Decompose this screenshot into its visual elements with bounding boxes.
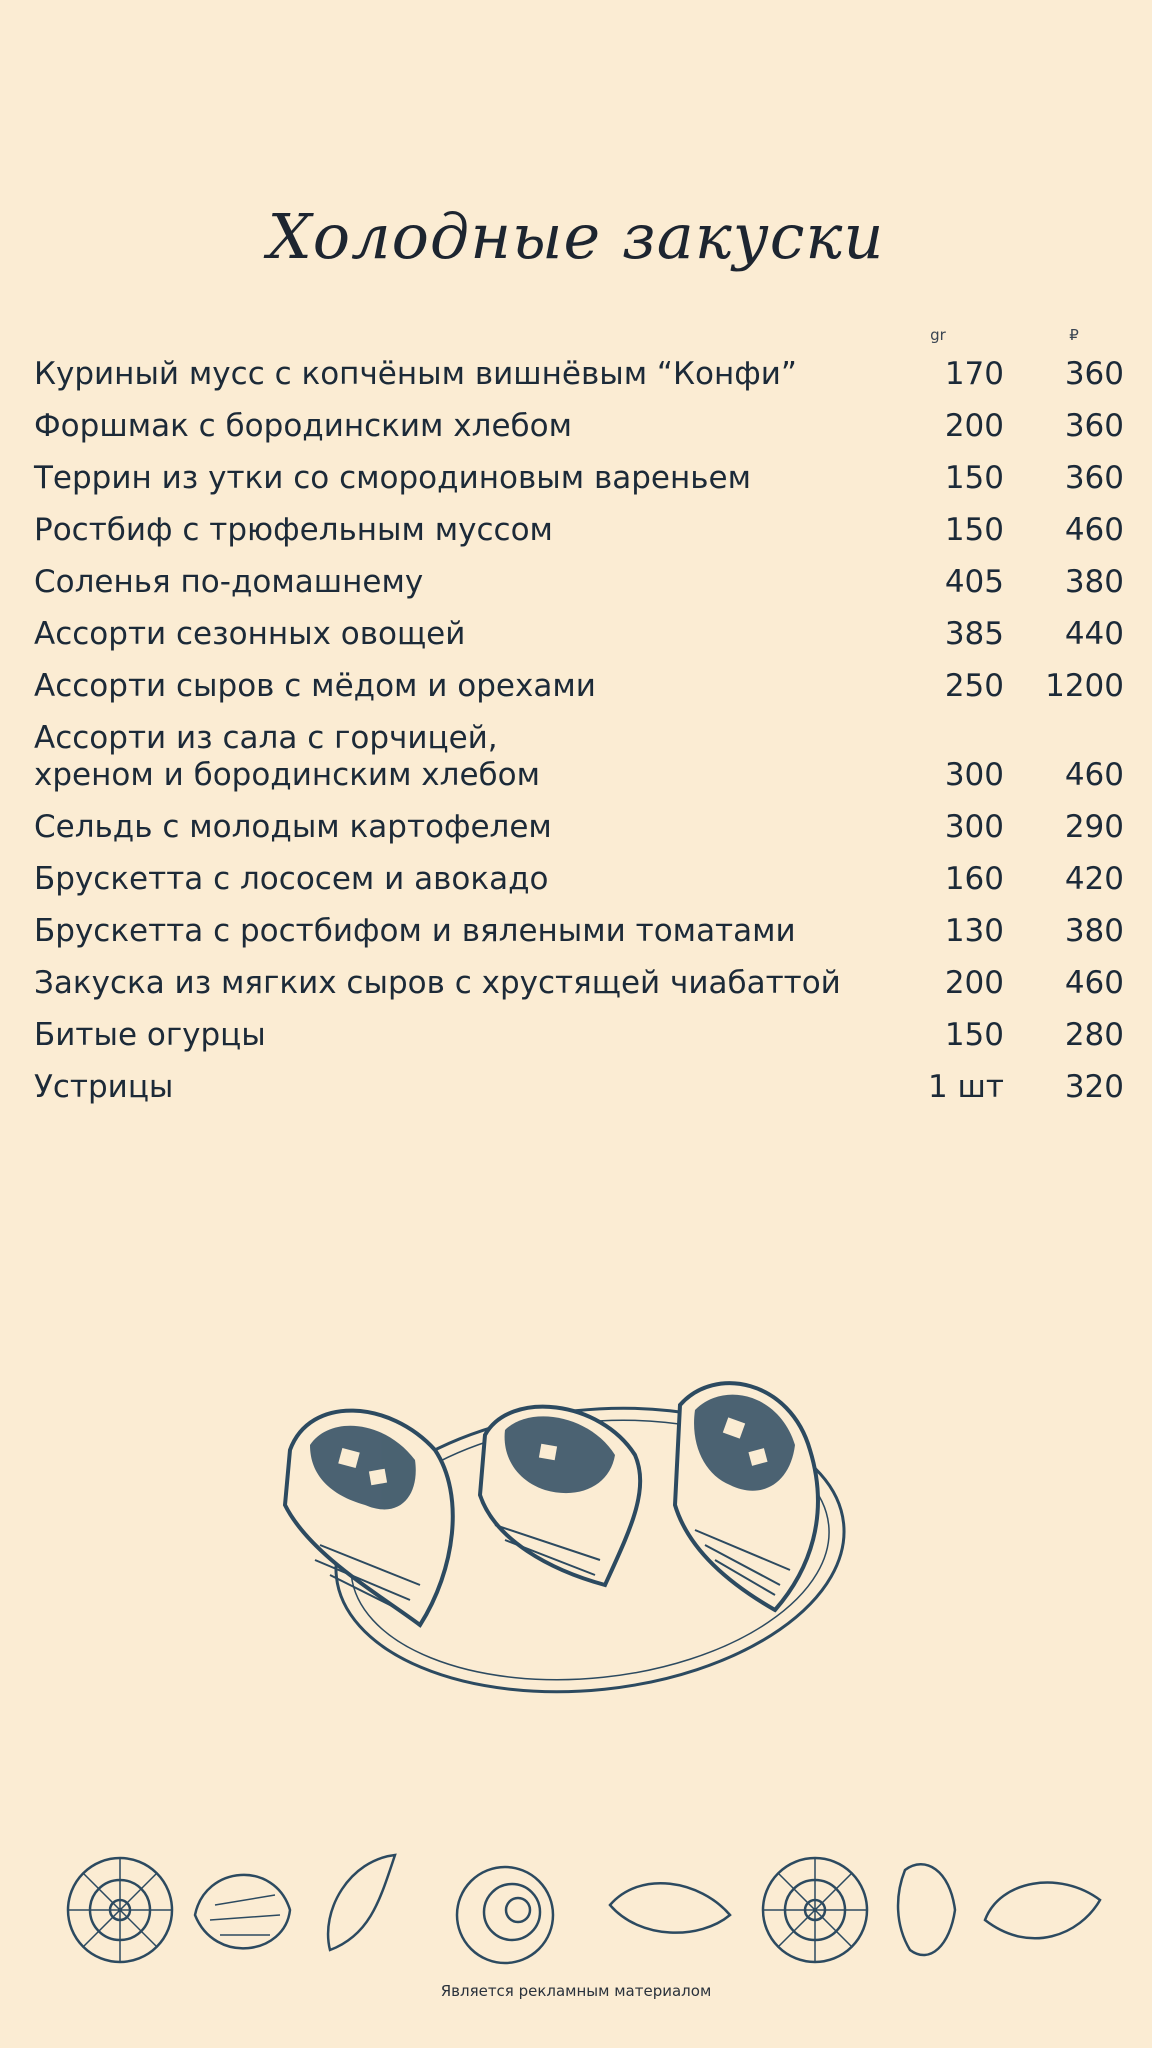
page-title: Холодные закуски xyxy=(267,200,885,273)
menu-item-price: 420 xyxy=(1064,861,1124,897)
menu-item-name-line: Сельдь с молодым картофелем xyxy=(34,809,552,845)
menu-item-name-line: Ассорти из сала с горчицей, xyxy=(34,720,498,756)
menu-item xyxy=(34,965,1124,1017)
menu-item-weight: 170 xyxy=(944,356,1004,392)
menu-list xyxy=(34,356,1124,1121)
menu-item-name-line: Ассорти сезонных овощей xyxy=(34,616,466,652)
menu-item-price: 360 xyxy=(1064,408,1124,444)
menu-item-name xyxy=(34,1069,874,1106)
menu-item xyxy=(34,1017,1124,1069)
price-column-header: ₽ xyxy=(1069,326,1079,344)
menu-item-price: 380 xyxy=(1064,913,1124,949)
menu-item-price: 460 xyxy=(1064,757,1124,793)
menu-item-weight: 405 xyxy=(944,564,1004,600)
menu-item-name-line: Соленья по-домашнему xyxy=(34,564,424,600)
menu-item-name-line: Закуска из мягких сыров с хрустящей чиабаттой xyxy=(34,965,841,1001)
menu-item-name xyxy=(34,913,874,950)
menu-item xyxy=(34,512,1124,564)
menu-item-name xyxy=(34,668,874,705)
menu-item xyxy=(34,356,1124,408)
menu-item-name xyxy=(34,460,874,497)
menu-item xyxy=(34,913,1124,965)
menu-item-weight: 300 xyxy=(944,757,1004,793)
menu-item-weight: 160 xyxy=(944,861,1004,897)
menu-item xyxy=(34,616,1124,668)
menu-item-price: 290 xyxy=(1064,809,1124,845)
menu-item xyxy=(34,668,1124,720)
menu-item-name-line: Форшмак с бородинским хлебом xyxy=(34,408,572,444)
menu-item-price: 360 xyxy=(1064,356,1124,392)
seashell-border-decoration xyxy=(0,1840,1152,1980)
menu-item-name-line: Устрицы xyxy=(34,1069,174,1105)
menu-item-name-line: Ростбиф с трюфельным муссом xyxy=(34,512,553,548)
menu-item-price: 460 xyxy=(1064,512,1124,548)
menu-item-name xyxy=(34,1017,874,1054)
menu-item-weight: 300 xyxy=(944,809,1004,845)
menu-item-price: 1200 xyxy=(1045,668,1124,704)
footer-disclaimer: Является рекламным материалом xyxy=(440,1982,712,2000)
menu-item-name xyxy=(34,861,874,898)
menu-item-weight: 150 xyxy=(944,512,1004,548)
menu-item-weight: 1 шт xyxy=(927,1069,1004,1105)
menu-item xyxy=(34,408,1124,460)
menu-item-name-line: хреном и бородинским хлебом xyxy=(34,757,541,793)
menu-item-name xyxy=(34,616,874,653)
menu-item-weight: 385 xyxy=(944,616,1004,652)
menu-item-weight: 150 xyxy=(944,460,1004,496)
menu-item xyxy=(34,460,1124,512)
menu-item-weight: 200 xyxy=(944,408,1004,444)
menu-item-name-line: Брускетта с ростбифом и вялеными томатами xyxy=(34,913,796,949)
menu-item-price: 280 xyxy=(1064,1017,1124,1053)
menu-item-weight: 150 xyxy=(944,1017,1004,1053)
menu-item-weight: 250 xyxy=(944,668,1004,704)
bruschetta-plate-illustration xyxy=(270,1355,900,1715)
menu-item-name xyxy=(34,564,874,601)
menu-item-name-line: Куриный мусс с копчёным вишнёвым “Конфи” xyxy=(34,356,797,392)
menu-item-name-line: Битые огурцы xyxy=(34,1017,266,1053)
menu-item-name xyxy=(34,809,874,846)
menu-item-name xyxy=(34,720,874,794)
menu-item-name xyxy=(34,965,874,1002)
menu-item xyxy=(34,720,1124,809)
menu-item xyxy=(34,809,1124,861)
menu-item-price: 320 xyxy=(1064,1069,1124,1105)
menu-item-name xyxy=(34,356,874,393)
menu-item-name xyxy=(34,408,874,445)
menu-item xyxy=(34,564,1124,616)
menu-item xyxy=(34,1069,1124,1121)
menu-item-name-line: Террин из утки со смородиновым вареньем xyxy=(34,460,751,496)
menu-item xyxy=(34,861,1124,913)
menu-item-price: 360 xyxy=(1064,460,1124,496)
menu-item-name xyxy=(34,512,874,549)
menu-item-name-line: Ассорти сыров с мёдом и орехами xyxy=(34,668,596,704)
menu-item-price: 380 xyxy=(1064,564,1124,600)
menu-item-name-line: Брускетта с лососем и авокадо xyxy=(34,861,549,897)
menu-item-weight: 200 xyxy=(944,965,1004,1001)
menu-item-price: 440 xyxy=(1064,616,1124,652)
menu-item-weight: 130 xyxy=(944,913,1004,949)
weight-column-header: gr xyxy=(930,326,946,344)
menu-item-price: 460 xyxy=(1064,965,1124,1001)
